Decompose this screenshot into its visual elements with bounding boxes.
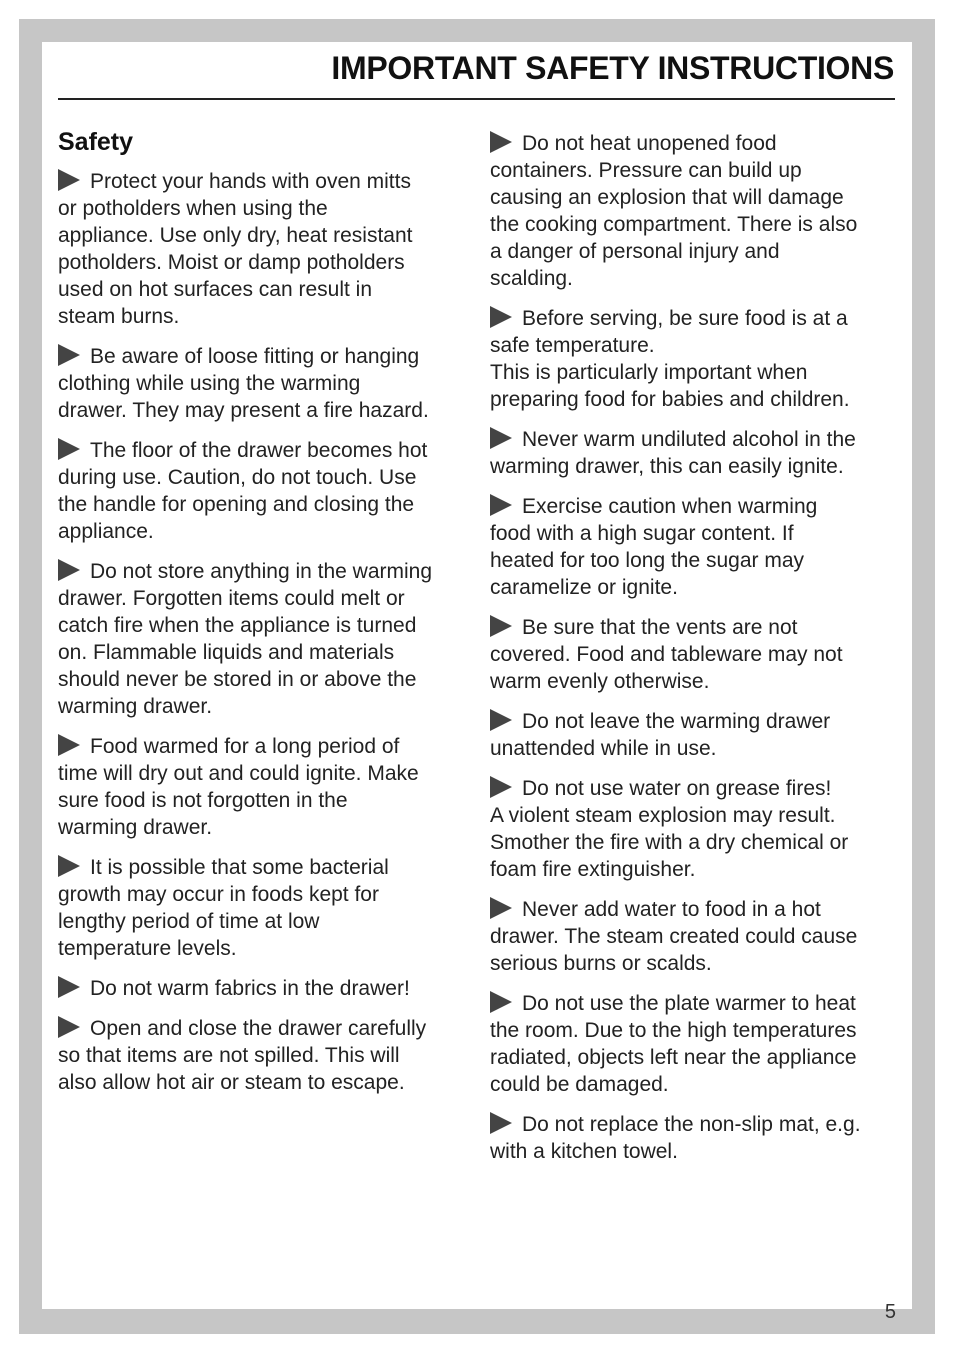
triangle-bullet-icon: [490, 709, 512, 731]
safety-instruction: [490, 493, 902, 601]
section-title: Safety: [58, 128, 134, 156]
safety-instruction: [490, 426, 902, 480]
left-column: [58, 128, 470, 1109]
safety-instruction: [490, 990, 902, 1098]
instruction-text: Do not leave the warming drawer unattended while in use.: [490, 710, 831, 760]
safety-instruction: [490, 1111, 902, 1165]
instruction-text: Be sure that the vents are not covered. Food and tableware may not warm evenly otherwise.: [490, 616, 843, 693]
safety-instruction: [490, 708, 902, 762]
triangle-bullet-icon: [490, 427, 512, 449]
safety-instruction: [58, 854, 470, 962]
triangle-bullet-icon: [490, 615, 512, 637]
safety-instruction: [58, 343, 470, 424]
page-number: 5: [884, 1301, 896, 1323]
instruction-text: Do not warm fabrics in the drawer!: [90, 977, 410, 1000]
triangle-bullet-icon: [58, 559, 80, 581]
triangle-bullet-icon: [490, 131, 512, 153]
instruction-text: Do not use water on grease fires! A violent steam explosion may result. Smother the fire with a dry chemical or foam fire extinguisher.: [490, 777, 849, 881]
instruction-text: Never warm undiluted alcohol in the warming drawer, this can easily ignite.: [490, 428, 856, 478]
safety-instruction: [58, 558, 470, 720]
instruction-text: Be aware of loose fitting or hanging clothing while using the warming drawer. They may present a fire hazard.: [58, 345, 429, 422]
triangle-bullet-icon: [58, 855, 80, 877]
instruction-text: Exercise caution when warming food with a high sugar content. If heated for too long the sugar may caramelize or ignite.: [490, 495, 818, 599]
safety-instruction: [58, 975, 470, 1002]
triangle-bullet-icon: [58, 734, 80, 756]
header-divider: [58, 98, 895, 100]
instruction-text: Protect your hands with oven mitts or potholders when using the appliance. Use only dry, heat resistant potholders. Moist or damp potholders used on hot surfaces can result in steam burns.: [58, 170, 413, 328]
instruction-text: Before serving, be sure food is at a safe temperature. This is particularly important when preparing food for babies and children.: [490, 307, 850, 411]
instruction-text: Do not use the plate warmer to heat the room. Due to the high temperatures radiated, objects left near the appliance could be damaged.: [490, 992, 857, 1096]
triangle-bullet-icon: [58, 169, 80, 191]
safety-instruction: [490, 130, 902, 292]
triangle-bullet-icon: [490, 1112, 512, 1134]
triangle-bullet-icon: [58, 438, 80, 460]
triangle-bullet-icon: [490, 991, 512, 1013]
instruction-text: Never add water to food in a hot drawer. The steam created could cause serious burns or scalds.: [490, 898, 858, 975]
right-column: [490, 130, 902, 1178]
triangle-bullet-icon: [58, 976, 80, 998]
safety-instruction: [490, 775, 902, 883]
triangle-bullet-icon: [58, 1016, 80, 1038]
instruction-text: It is possible that some bacterial growth may occur in foods kept for lengthy period of time at low temperature levels.: [58, 856, 389, 960]
safety-instruction: [490, 305, 902, 413]
instruction-text: Food warmed for a long period of time will dry out and could ignite. Make sure food is not forgotten in the warming drawer.: [58, 735, 419, 839]
triangle-bullet-icon: [490, 776, 512, 798]
safety-instruction: [58, 733, 470, 841]
instruction-text: Do not heat unopened food containers. Pressure can build up causing an explosion that will damage the cooking compartment. There is also a danger of personal injury and scalding.: [490, 132, 858, 290]
instruction-text: Open and close the drawer carefully so that items are not spilled. This will also allow hot air or steam to escape.: [58, 1017, 427, 1094]
safety-instruction: [58, 1015, 470, 1096]
triangle-bullet-icon: [490, 897, 512, 919]
triangle-bullet-icon: [490, 494, 512, 516]
triangle-bullet-icon: [490, 306, 512, 328]
safety-instruction: [490, 614, 902, 695]
instruction-text: Do not store anything in the warming drawer. Forgotten items could melt or catch fire when the appliance is turned on. Flammable liquids and materials should never be stored in or above the warming drawer.: [58, 560, 433, 718]
instruction-text: The floor of the drawer becomes hot during use. Caution, do not touch. Use the handle for opening and closing the appliance.: [58, 439, 428, 543]
page-header-title: IMPORTANT SAFETY INSTRUCTIONS: [331, 50, 894, 86]
safety-instruction: [490, 896, 902, 977]
triangle-bullet-icon: [58, 344, 80, 366]
safety-instruction: [58, 437, 470, 545]
safety-instruction: [58, 168, 470, 330]
instruction-text: Do not replace the non-slip mat, e.g. with a kitchen towel.: [490, 1113, 861, 1163]
